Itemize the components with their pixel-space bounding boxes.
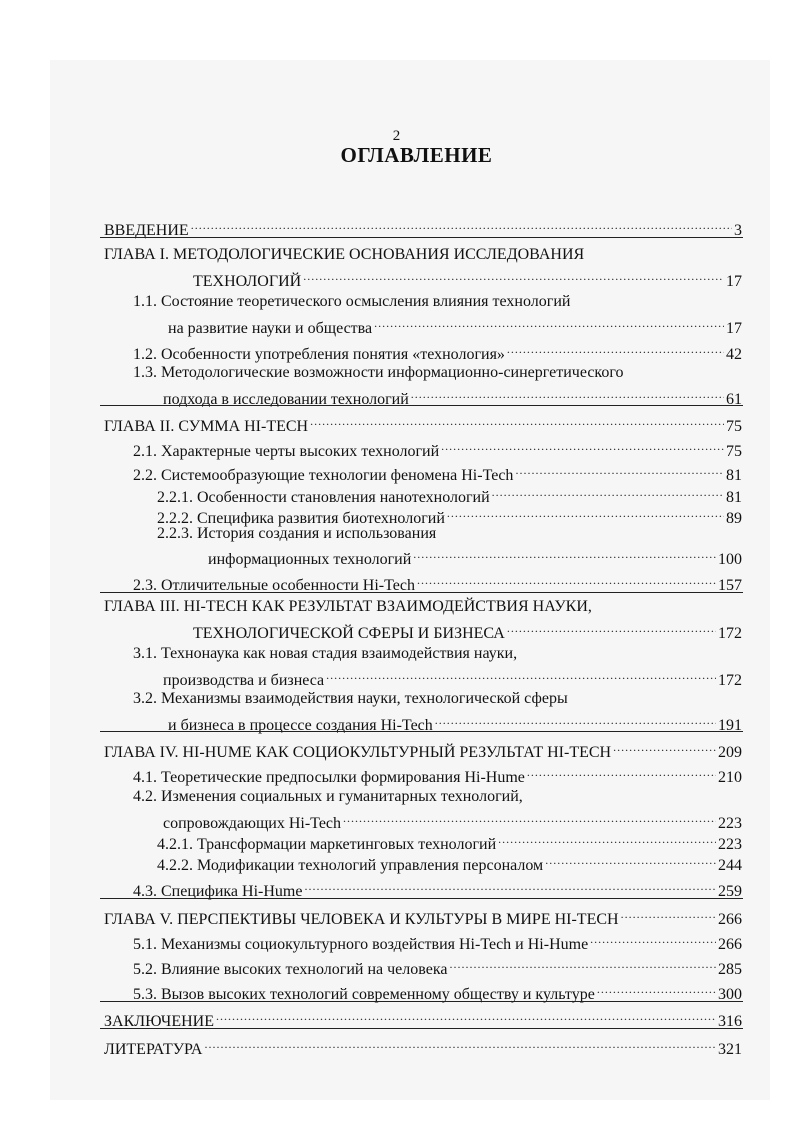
toc-entry-label: ВВЕДЕНИЕ (104, 222, 189, 239)
toc-page-number: 285 (718, 961, 742, 978)
dot-leader (204, 1034, 716, 1054)
toc-entry-section-5-2[interactable] (133, 954, 742, 980)
divider (100, 731, 743, 732)
toc-section-3-1-line1[interactable]: 3.1. Технонаука как новая стадия взаимодействия науки, (133, 645, 518, 662)
divider (100, 898, 743, 899)
toc-page-number: 259 (718, 883, 742, 900)
toc-section-1-1-line1[interactable]: 1.1. Состояние теоретического осмысления влияния технологий (133, 293, 571, 310)
toc-page-number: 157 (718, 577, 742, 594)
dot-leader (326, 665, 716, 685)
toc-page-number: 223 (718, 836, 742, 853)
toc-page-number: 321 (718, 1041, 742, 1058)
toc-entry-label: ГЛАВА V. ПЕРСПЕКТИВЫ ЧЕЛОВЕКА И КУЛЬТУРЫ В МИРЕ HI-TECH (104, 911, 619, 928)
toc-page-number: 266 (718, 911, 742, 928)
toc-page-number: 172 (718, 625, 742, 642)
dot-leader (417, 570, 716, 590)
dot-leader (527, 762, 716, 782)
dot-leader (435, 710, 716, 730)
toc-entry-label: ГЛАВА IV. HI-HUME КАК СОЦИОКУЛЬТУРНЫЙ РЕЗУЛЬТАТ HI-TECH (104, 744, 612, 761)
toc-entry-section-1-2[interactable] (133, 339, 742, 365)
divider (100, 237, 743, 238)
toc-section-2-2-3-line1[interactable]: 2.2.3. История создания и использования (157, 525, 437, 542)
divider (100, 1001, 743, 1002)
dot-leader (310, 411, 724, 431)
toc-page-number: 266 (718, 936, 742, 953)
toc-entry-label: ЛИТЕРАТУРА (104, 1041, 203, 1058)
toc-page-number: 3 (734, 222, 742, 239)
toc-page-number: 209 (718, 744, 742, 761)
dot-leader (441, 436, 724, 456)
toc-page-number: 75 (726, 418, 742, 435)
toc-entry-label: 4.1. Теоретические предпосылки формирования Hi-Hume (133, 769, 525, 786)
dot-leader (304, 876, 716, 896)
dot-leader (590, 929, 716, 949)
divider (100, 1028, 743, 1029)
dot-leader (411, 384, 724, 404)
toc-entry-label: 1.2. Особенности употребления понятия «технология» (133, 346, 505, 363)
toc-page-number: 42 (726, 346, 742, 363)
toc-entry-label: 5.3. Вызов высоких технологий современному обществу и культуре (133, 986, 595, 1003)
toc-entry-label: ЗАКЛЮЧЕНИЕ (104, 1013, 214, 1030)
toc-entry-chapter-1[interactable] (193, 266, 742, 292)
dot-leader (613, 737, 716, 757)
toc-page-number: 81 (726, 467, 742, 484)
toc-entry-section-3-1[interactable] (163, 665, 742, 691)
toc-entry-label: информационных технологий (208, 551, 412, 568)
toc-entry-label: 4.2.1. Трансформации маркетинговых технологий (157, 836, 497, 853)
toc-entry-label: ТЕХНОЛОГИЧЕСКОЙ СФЕРЫ И БИЗНЕСА (193, 625, 505, 642)
toc-chapter-1-line1[interactable]: ГЛАВА I. МЕТОДОЛОГИЧЕСКИЕ ОСНОВАНИЯ ИССЛЕДОВАНИЯ (104, 246, 585, 263)
toc-page-number: 191 (718, 717, 742, 734)
toc-entry-label: производства и бизнеса (163, 672, 325, 689)
toc-entry-chapter-4[interactable] (104, 737, 742, 763)
toc-entry-chapter-3[interactable] (193, 618, 742, 644)
dot-leader (191, 215, 732, 235)
dot-leader (447, 503, 724, 523)
toc-entry-section-2-1[interactable] (133, 436, 742, 462)
divider (100, 592, 743, 593)
dot-leader (343, 808, 716, 828)
page-number: 2 (392, 128, 401, 144)
toc-entry-chapter-2[interactable] (104, 411, 742, 437)
toc-entry-label: 2.2. Системообразующие технологии феномена Hi-Tech (133, 467, 514, 484)
toc-page-number: 316 (718, 1013, 742, 1030)
dot-leader (449, 954, 716, 974)
toc-entry-label: 5.1. Механизмы социокультурного воздействия Hi-Tech и Hi-Hume (133, 936, 589, 953)
dot-leader (303, 266, 724, 286)
toc-section-1-3-line1[interactable]: 1.3. Методологические возможности информационно-синергетического (133, 364, 624, 381)
toc-entry-section-1-1[interactable] (168, 313, 742, 339)
dot-leader (498, 829, 716, 849)
toc-entry-section-3-2[interactable] (168, 710, 742, 736)
toc-entry-section-5-1[interactable] (133, 929, 742, 955)
page-title: ОГЛАВЛЕНИЕ (340, 143, 493, 167)
toc-entry-label: подхода в исследовании технологий (163, 391, 409, 408)
toc-entry-label: 2.2.1. Особенности становления нанотехнологий (157, 489, 490, 506)
toc-page-number: 172 (718, 672, 742, 689)
toc-entry-label: 2.3. Отличительные особенности Hi-Tech (133, 577, 415, 594)
toc-entry-section-1-3[interactable] (163, 384, 742, 410)
dot-leader (413, 544, 716, 564)
toc-entry-section-4-2-2[interactable] (157, 850, 742, 876)
toc-entry-label: 2.2.2. Специфика развития биотехнологий (157, 510, 445, 527)
dot-leader (515, 460, 724, 480)
toc-entry-label: 5.2. Влияние высоких технологий на человека (133, 961, 448, 978)
toc-page-number: 210 (718, 769, 742, 786)
toc-chapter-3-line1[interactable]: ГЛАВА III. HI-TECH КАК РЕЗУЛЬТАТ ВЗАИМОДЕЙСТВИЯ НАУКИ, (104, 598, 592, 615)
toc-page-number: 75 (726, 443, 742, 460)
toc-page-number: 61 (726, 391, 742, 408)
toc-page-number: 244 (718, 857, 742, 874)
toc-page-number: 89 (726, 510, 742, 527)
toc-page-number: 223 (718, 815, 742, 832)
toc-entry-chapter-5[interactable] (104, 904, 742, 930)
toc-entry-label: 4.3. Специфика Hi-Hume (133, 883, 303, 900)
toc-entry-literature[interactable] (104, 1034, 742, 1060)
toc-entry-label: на развитие науки и общества (168, 320, 373, 337)
toc-entry-label: ТЕХНОЛОГИЙ (193, 273, 302, 290)
toc-page-number: 81 (726, 489, 742, 506)
toc-entry-section-4-1[interactable] (133, 762, 742, 788)
dot-leader (507, 339, 724, 359)
dot-leader (621, 904, 716, 924)
dot-leader (597, 979, 716, 999)
toc-page-number: 17 (726, 320, 742, 337)
toc-section-3-2-line1[interactable]: 3.2. Механизмы взаимодействия науки, технологической сферы (133, 690, 568, 707)
toc-entry-label: сопровождающих Hi-Tech (163, 815, 342, 832)
dot-leader (507, 618, 716, 638)
toc-entry-label: 4.2.2. Модификации технологий управления персоналом (157, 857, 544, 874)
toc-entry-section-2-2-3[interactable] (208, 544, 742, 570)
dot-leader (492, 482, 724, 502)
dot-leader (216, 1006, 716, 1026)
divider (100, 405, 743, 406)
toc-entry-label: и бизнеса в процессе создания Hi-Tech (168, 717, 433, 734)
dot-leader (374, 313, 724, 333)
toc-page-number: 300 (718, 986, 742, 1003)
toc-section-4-2-line1[interactable]: 4.2. Изменения социальных и гуманитарных технологий, (133, 788, 523, 805)
toc-entry-label: 2.1. Характерные черты высоких технологий (133, 443, 440, 460)
dot-leader (545, 850, 716, 870)
toc-page-number: 100 (718, 551, 742, 568)
toc-entry-label: ГЛАВА II. СУММА HI-TECH (104, 418, 309, 435)
toc-page-number: 17 (726, 273, 742, 290)
